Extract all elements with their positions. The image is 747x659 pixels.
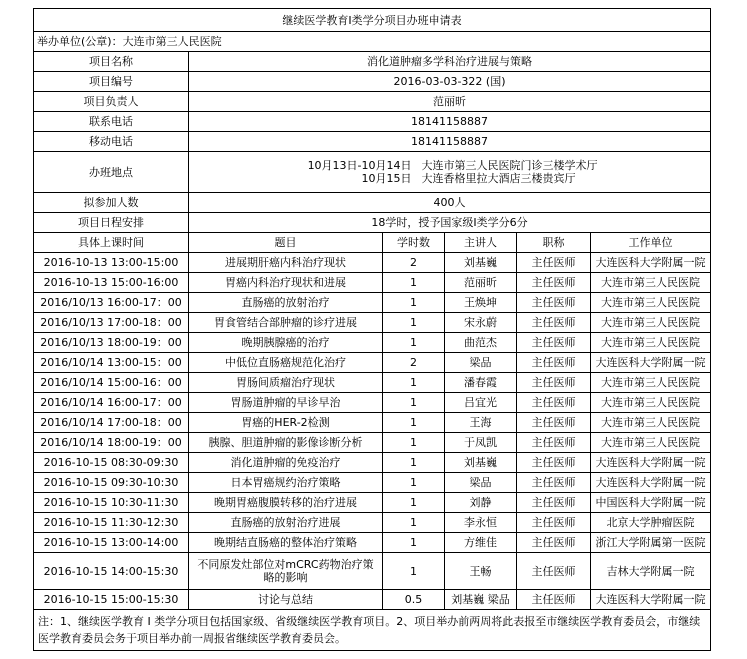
session-institution: 大连市第三人民医院 xyxy=(591,393,711,413)
session-speaker: 王海 xyxy=(445,413,517,433)
session-time: 2016/10/13 17:00-18：00 xyxy=(34,313,189,333)
session-topic: 胰腺、胆道肿瘤的影像诊断分析 xyxy=(189,433,383,453)
session-time: 2016-10-15 14:00-15:30 xyxy=(34,553,189,590)
session-topic: 胃食管结合部肿瘤的诊疗进展 xyxy=(189,313,383,333)
session-title: 主任医师 xyxy=(517,273,591,293)
column-header: 学时数 xyxy=(383,233,445,253)
session-institution: 大连市第三人民医院 xyxy=(591,273,711,293)
session-hours: 1 xyxy=(383,313,445,333)
session-topic: 晚期胰腺癌的治疗 xyxy=(189,333,383,353)
session-title: 主任医师 xyxy=(517,293,591,313)
session-topic: 中低位直肠癌规范化治疗 xyxy=(189,353,383,373)
session-time: 2016-10-13 13:00-15:00 xyxy=(34,253,189,273)
session-topic: 胃肠道肿瘤的早诊早治 xyxy=(189,393,383,413)
session-time: 2016/10/14 18:00-19：00 xyxy=(34,433,189,453)
schedule-row xyxy=(34,333,711,353)
session-institution: 大连医科大学附属一院 xyxy=(591,353,711,373)
session-speaker: 刘静 xyxy=(445,493,517,513)
schedule-row xyxy=(34,353,711,373)
session-speaker: 刘基巍 xyxy=(445,253,517,273)
session-hours: 1 xyxy=(383,373,445,393)
session-hours: 1 xyxy=(383,513,445,533)
session-topic: 不同原发灶部位对mCRC药物治疗策略的影响 xyxy=(189,553,383,590)
session-title: 主任医师 xyxy=(517,333,591,353)
footnote: 注：1、继续医学教育 I 类学分项目包括国家级、省级继续医学教育项目。2、项目举办前两周将此表报至市继续医学教育委员会，市继续医学教育委员会务于项目举办前一周报省继续医学教育委员会。 xyxy=(34,610,711,651)
session-hours: 1 xyxy=(383,273,445,293)
schedule-row xyxy=(34,513,711,533)
session-speaker: 范丽昕 xyxy=(445,273,517,293)
venue-date: 10月13日-10月14日 xyxy=(307,159,412,172)
session-speaker: 于凤凯 xyxy=(445,433,517,453)
session-institution: 大连医科大学附属一院 xyxy=(591,453,711,473)
session-institution: 大连市第三人民医院 xyxy=(591,293,711,313)
session-hours: 1 xyxy=(383,333,445,353)
session-speaker: 梁品 xyxy=(445,473,517,493)
venue-label: 办班地点 xyxy=(34,152,189,193)
info-label: 项目负责人 xyxy=(34,92,189,112)
info-label: 移动电话 xyxy=(34,132,189,152)
venue-value xyxy=(189,152,711,193)
session-time: 2016/10/14 16:00-17：00 xyxy=(34,393,189,413)
column-header: 工作单位 xyxy=(591,233,711,253)
session-hours: 2 xyxy=(383,253,445,273)
session-topic: 胃癌内科治疗现状和进展 xyxy=(189,273,383,293)
schedule-body xyxy=(34,253,711,610)
column-header: 具体上课时间 xyxy=(34,233,189,253)
info-label: 项目名称 xyxy=(34,52,189,72)
session-institution: 浙江大学附属第一医院 xyxy=(591,533,711,553)
venue-line xyxy=(302,159,598,172)
session-topic: 进展期肝癌内科治疗现状 xyxy=(189,253,383,273)
session-title: 主任医师 xyxy=(517,513,591,533)
info-label: 项目编号 xyxy=(34,72,189,92)
session-time: 2016-10-15 08:30-09:30 xyxy=(34,453,189,473)
session-time: 2016/10/13 16:00-17：00 xyxy=(34,293,189,313)
session-institution: 大连市第三人民医院 xyxy=(591,413,711,433)
session-hours: 1 xyxy=(383,473,445,493)
schedule-row xyxy=(34,453,711,473)
session-hours: 1 xyxy=(383,533,445,553)
session-hours: 1 xyxy=(383,293,445,313)
schedule-row xyxy=(34,413,711,433)
info-value: 18141158887 xyxy=(189,112,711,132)
session-institution: 大连医科大学附属一院 xyxy=(591,473,711,493)
participants-label: 拟参加人数 xyxy=(34,193,189,213)
session-title: 主任医师 xyxy=(517,433,591,453)
schedule-row xyxy=(34,313,711,333)
session-time: 2016/10/14 15:00-16：00 xyxy=(34,373,189,393)
session-title: 主任医师 xyxy=(517,453,591,473)
participants-value: 400人 xyxy=(189,193,711,213)
schedule-row xyxy=(34,590,711,610)
session-time: 2016/10/14 17:00-18：00 xyxy=(34,413,189,433)
schedule-summary-label: 项目日程安排 xyxy=(34,213,189,233)
session-title: 主任医师 xyxy=(517,493,591,513)
session-speaker: 刘基巍 xyxy=(445,453,517,473)
session-topic: 讨论与总结 xyxy=(189,590,383,610)
session-institution: 大连医科大学附属一院 xyxy=(591,590,711,610)
session-time: 2016-10-15 09:30-10:30 xyxy=(34,473,189,493)
session-institution: 大连医科大学附属一院 xyxy=(591,253,711,273)
info-value: 18141158887 xyxy=(189,132,711,152)
info-value: 消化道肿瘤多学科治疗进展与策略 xyxy=(189,52,711,72)
session-institution: 大连市第三人民医院 xyxy=(591,313,711,333)
schedule-row xyxy=(34,493,711,513)
session-hours: 1 xyxy=(383,433,445,453)
session-title: 主任医师 xyxy=(517,313,591,333)
form-table xyxy=(33,8,711,651)
session-time: 2016/10/13 18:00-19：00 xyxy=(34,333,189,353)
session-topic: 直肠癌的放射治疗 xyxy=(189,293,383,313)
session-topic: 日本胃癌规约治疗策略 xyxy=(189,473,383,493)
session-hours: 2 xyxy=(383,353,445,373)
schedule-row xyxy=(34,433,711,453)
session-title: 主任医师 xyxy=(517,393,591,413)
session-hours: 1 xyxy=(383,393,445,413)
application-form xyxy=(33,8,710,651)
schedule-row xyxy=(34,473,711,493)
session-hours: 1 xyxy=(383,453,445,473)
session-speaker: 吕宜光 xyxy=(445,393,517,413)
schedule-row xyxy=(34,393,711,413)
session-title: 主任医师 xyxy=(517,353,591,373)
session-speaker: 宋永蔚 xyxy=(445,313,517,333)
session-speaker: 潘春霞 xyxy=(445,373,517,393)
schedule-row xyxy=(34,293,711,313)
session-title: 主任医师 xyxy=(517,373,591,393)
session-title: 主任医师 xyxy=(517,553,591,590)
venue-place: 大连市第三人民医院门诊三楼学术厅 xyxy=(421,159,598,172)
info-value: 2016-03-03-322 (国) xyxy=(189,72,711,92)
session-speaker: 王畅 xyxy=(445,553,517,590)
schedule-row xyxy=(34,373,711,393)
session-speaker: 刘基巍 梁品 xyxy=(445,590,517,610)
session-institution: 大连市第三人民医院 xyxy=(591,333,711,353)
session-topic: 直肠癌的放射治疗进展 xyxy=(189,513,383,533)
session-institution: 中国医科大学附属一院 xyxy=(591,493,711,513)
venue-line xyxy=(302,172,598,185)
column-header: 职称 xyxy=(517,233,591,253)
column-header: 主讲人 xyxy=(445,233,517,253)
session-time: 2016-10-15 15:00-15:30 xyxy=(34,590,189,610)
column-header: 题目 xyxy=(189,233,383,253)
form-title: 继续医学教育I类学分项目办班申请表 xyxy=(34,9,711,32)
session-hours: 1 xyxy=(383,493,445,513)
session-hours: 1 xyxy=(383,413,445,433)
organizer-row: 举办单位(公章)：大连市第三人民医院 xyxy=(34,32,711,52)
session-speaker: 曲范杰 xyxy=(445,333,517,353)
session-title: 主任医师 xyxy=(517,413,591,433)
venue-place: 大连香格里拉大酒店三楼贵宾厅 xyxy=(421,172,576,185)
session-institution: 大连市第三人民医院 xyxy=(591,433,711,453)
session-topic: 晚期胃癌腹膜转移的治疗进展 xyxy=(189,493,383,513)
session-time: 2016/10/14 13:00-15：00 xyxy=(34,353,189,373)
session-time: 2016-10-15 13:00-14:00 xyxy=(34,533,189,553)
venue-date: 10月15日 xyxy=(361,172,412,185)
session-institution: 大连市第三人民医院 xyxy=(591,373,711,393)
schedule-row xyxy=(34,273,711,293)
session-speaker: 李永恒 xyxy=(445,513,517,533)
info-value: 范丽昕 xyxy=(189,92,711,112)
schedule-header-row xyxy=(34,233,711,253)
session-time: 2016-10-15 11:30-12:30 xyxy=(34,513,189,533)
info-label: 联系电话 xyxy=(34,112,189,132)
session-institution: 北京大学肿瘤医院 xyxy=(591,513,711,533)
schedule-summary-value: 18学时，授予国家级I类学分6分 xyxy=(189,213,711,233)
session-time: 2016-10-13 15:00-16:00 xyxy=(34,273,189,293)
session-title: 主任医师 xyxy=(517,590,591,610)
session-speaker: 方维佳 xyxy=(445,533,517,553)
session-speaker: 王焕坤 xyxy=(445,293,517,313)
session-topic: 消化道肿瘤的免疫治疗 xyxy=(189,453,383,473)
session-institution: 吉林大学附属一院 xyxy=(591,553,711,590)
schedule-row xyxy=(34,253,711,273)
session-time: 2016-10-15 10:30-11:30 xyxy=(34,493,189,513)
session-title: 主任医师 xyxy=(517,473,591,493)
session-title: 主任医师 xyxy=(517,253,591,273)
session-hours: 1 xyxy=(383,553,445,590)
schedule-row xyxy=(34,553,711,590)
session-speaker: 梁品 xyxy=(445,353,517,373)
session-topic: 胃肠间质瘤治疗现状 xyxy=(189,373,383,393)
session-topic: 胃癌的HER-2检测 xyxy=(189,413,383,433)
session-topic: 晚期结直肠癌的整体治疗策略 xyxy=(189,533,383,553)
session-hours: 0.5 xyxy=(383,590,445,610)
session-title: 主任医师 xyxy=(517,533,591,553)
schedule-row xyxy=(34,533,711,553)
